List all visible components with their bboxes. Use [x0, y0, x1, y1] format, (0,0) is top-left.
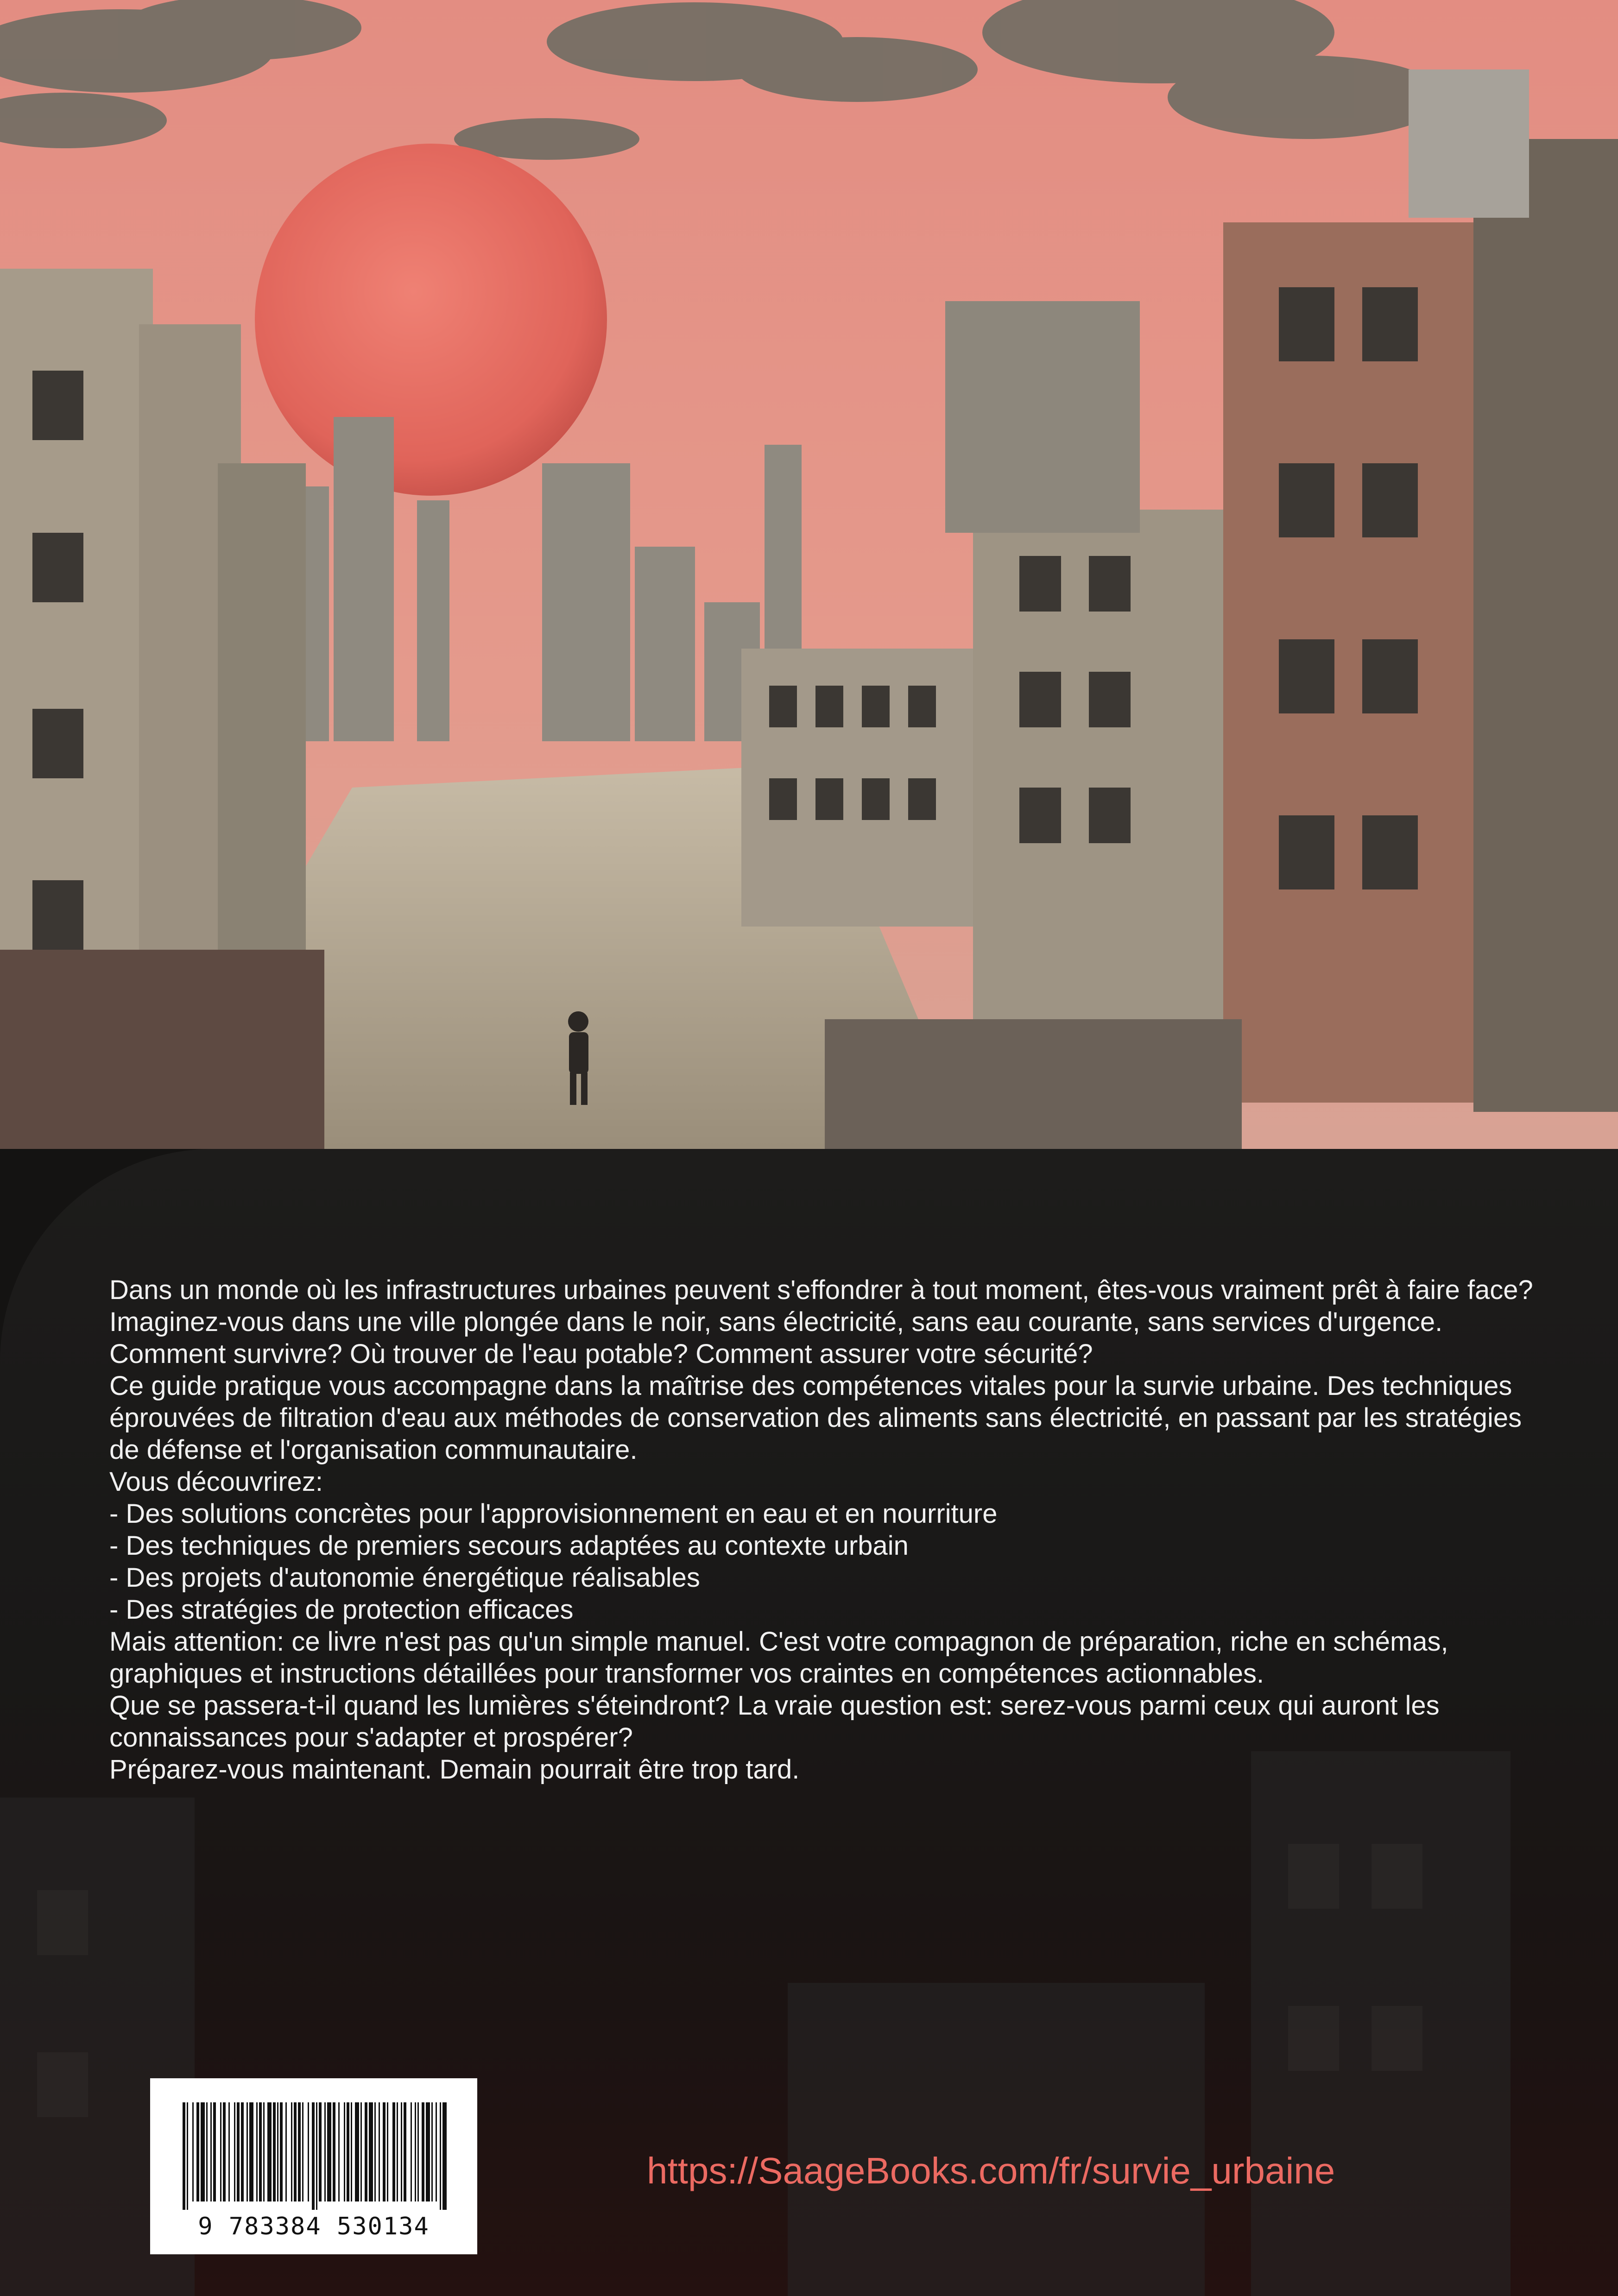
- barcode-bar: [426, 2102, 430, 2201]
- barcode-bar: [234, 2102, 235, 2201]
- barcode-bar: [294, 2102, 297, 2201]
- barcode-bar: [319, 2102, 322, 2201]
- barcode-bar: [360, 2102, 362, 2201]
- barcode-bar: [237, 2102, 240, 2201]
- barcode-bar: [291, 2102, 292, 2201]
- barcode-bar: [442, 2102, 447, 2210]
- blurb-paragraph-5: Que se passera-t-il quand les lumières s'éteindront? La vraie question est: serez-vous parmi ceux qui auront les connaissances pour s'adapter et prospérer?: [109, 1690, 1440, 1753]
- barcode-bar: [324, 2102, 326, 2201]
- barcode-bar: [383, 2102, 386, 2201]
- barcode-bar: [431, 2102, 433, 2201]
- barcode-icon: [181, 2102, 447, 2210]
- back-cover-blurb: [109, 1274, 1536, 1785]
- red-sun: [255, 144, 607, 496]
- barcode-bar: [316, 2102, 317, 2210]
- barcode-bar: [246, 2102, 248, 2201]
- barcode-bar: [417, 2102, 419, 2201]
- barcode-bar: [192, 2102, 194, 2201]
- blurb-list-heading: Vous découvrirez:: [109, 1467, 323, 1497]
- publisher-url[interactable]: https://SaageBooks.com/fr/survie_urbaine: [647, 2150, 1335, 2191]
- blurb-paragraph-3: Ce guide pratique vous accompagne dans la maîtrise des compétences vitales pour la survie urbaine. Des techniques éprouvées de filtration d'eau aux méthodes de conservation des aliments sans électricité, en passant par les stratégies de défense et l'organisation communautaire.: [109, 1371, 1522, 1465]
- barcode-bar: [351, 2102, 352, 2201]
- barcode-bar: [249, 2102, 253, 2201]
- barcode-bar: [273, 2102, 276, 2201]
- barcode-bar: [213, 2102, 216, 2201]
- blurb-list-item: - Des techniques de premiers secours adaptées au contexte urbain: [109, 1531, 909, 1561]
- blurb-list-item: - Des solutions concrètes pour l'approvisionnement en eau et en nourriture: [109, 1499, 998, 1529]
- barcode-bar: [369, 2102, 373, 2201]
- isbn-barcode: [150, 2078, 477, 2254]
- blurb-paragraph-6: Préparez-vous maintenant. Demain pourrait être trop tard.: [109, 1754, 800, 1785]
- barcode-bar: [333, 2102, 335, 2201]
- blurb-paragraph-1: Dans un monde où les infrastructures urbaines peuvent s'effondrer à tout moment, êtes-vous vraiment prêt à faire face?: [109, 1275, 1533, 1305]
- barcode-bar: [302, 2102, 303, 2201]
- barcode-bar: [220, 2102, 221, 2201]
- barcode-bar: [267, 2102, 272, 2201]
- barcode-bar: [277, 2102, 278, 2201]
- barcode-bar: [422, 2102, 424, 2201]
- barcode-bar: [355, 2102, 359, 2201]
- barcode-bar: [404, 2102, 406, 2201]
- barcode-bar: [298, 2102, 301, 2201]
- barcode-bar: [196, 2102, 199, 2201]
- barcode-bar: [285, 2102, 287, 2201]
- barcode-bar: [338, 2102, 340, 2201]
- barcode-bar: [223, 2102, 226, 2201]
- barcode-bar: [280, 2102, 283, 2201]
- barcode-bar: [206, 2102, 208, 2201]
- barcode-bar: [374, 2102, 376, 2201]
- barcode-bar: [187, 2102, 188, 2210]
- barcode-bar: [411, 2102, 412, 2201]
- barcode-bar: [397, 2102, 398, 2201]
- blurb-list-item: - Des stratégies de protection efficaces: [109, 1595, 574, 1625]
- barcode-bar: [241, 2102, 244, 2201]
- barcode-bar: [210, 2102, 212, 2201]
- blurb-paragraph-4: Mais attention: ce livre n'est pas qu'un simple manuel. C'est votre compagnon de préparation, riche en schémas, graphiques et instructions détaillées pour transformer vos craintes en compétences actionnables.: [109, 1627, 1448, 1689]
- barcode-bar: [392, 2102, 395, 2201]
- barcode-bar: [228, 2102, 230, 2201]
- barcode-bar: [387, 2102, 388, 2201]
- barcode-bar: [327, 2102, 331, 2201]
- blurb-list-item: - Des projets d'autonomie énergétique réalisables: [109, 1563, 700, 1593]
- barcode-bar: [401, 2102, 402, 2201]
- isbn-number: 9 783384 530134: [198, 2213, 430, 2240]
- barcode-bar: [312, 2102, 315, 2210]
- barcode-bar: [379, 2102, 380, 2201]
- barcode-bar: [201, 2102, 205, 2201]
- barcode-bar: [344, 2102, 345, 2201]
- barcode-bar: [365, 2102, 367, 2201]
- barcode-bar: [415, 2102, 416, 2201]
- barcode-bar: [263, 2102, 265, 2201]
- barcode-bar: [183, 2102, 185, 2210]
- barcode-bar: [436, 2102, 437, 2201]
- blurb-paragraph-2: Imaginez-vous dans une ville plongée dans le noir, sans électricité, sans eau courante, sans services d'urgence. Comment survivre? Où trouver de l'eau potable? Comment assurer votre sécurité?: [109, 1307, 1443, 1369]
- barcode-bar: [308, 2102, 309, 2201]
- barcode-bar: [347, 2102, 349, 2201]
- barcode-bar: [440, 2102, 441, 2210]
- barcode-bar: [259, 2102, 262, 2201]
- barcode-bar: [256, 2102, 258, 2201]
